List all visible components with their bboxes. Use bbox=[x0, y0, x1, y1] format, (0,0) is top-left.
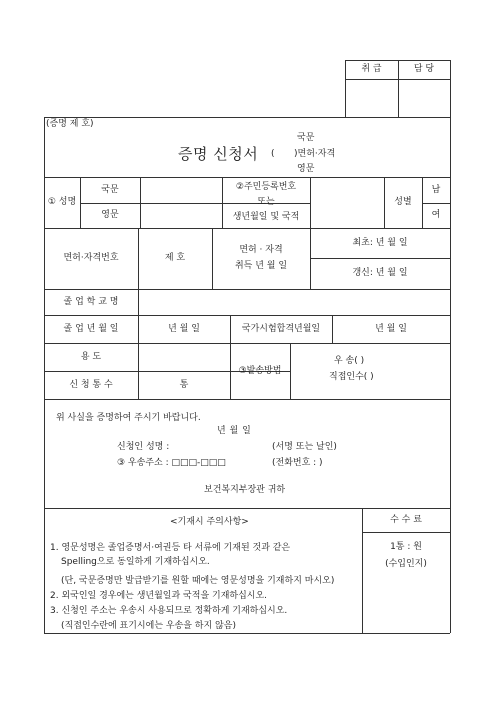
graduation-date-field[interactable]: 년 월 일 bbox=[168, 323, 200, 334]
delivery-direct-option[interactable]: 직접인수( ) bbox=[329, 372, 374, 382]
rrn-label-line2: 또는 bbox=[257, 197, 275, 207]
fee-header: 수 수 료 bbox=[390, 514, 422, 525]
name-english-label: 영문 bbox=[101, 210, 119, 220]
gender-label: 성별 bbox=[394, 197, 412, 207]
rrn-label bbox=[222, 177, 310, 228]
graduation-date-label: 졸 업 년 월 일 bbox=[63, 323, 119, 334]
approval-header-manager: 담 당 bbox=[413, 64, 435, 74]
school-name-field[interactable] bbox=[139, 290, 449, 314]
phone-number-field[interactable]: (전화번호 : ) bbox=[272, 458, 323, 468]
title-option-english[interactable]: 영문 bbox=[297, 164, 315, 174]
title-paren-open: ( bbox=[271, 149, 275, 159]
acquisition-label-line1: 면허 · 자격 bbox=[239, 245, 283, 255]
note-1-line1: 1. 영문성명은 졸업증명서·여권등 타 서류에 기재된 것과 같은 bbox=[50, 543, 291, 553]
rrn-label-line1: ②주민등록번호 bbox=[235, 182, 297, 192]
approval-manager-sign-box[interactable] bbox=[399, 80, 449, 116]
request-date-field[interactable]: 년 월 일 bbox=[217, 426, 252, 436]
title-option-korean[interactable]: 국문 bbox=[297, 133, 315, 143]
form-title: 증명 신청서 bbox=[178, 145, 259, 163]
rrn-label-line3: 생년월일 및 국적 bbox=[232, 212, 300, 222]
acquisition-label-line2: 취득 년 월 일 bbox=[234, 261, 288, 271]
license-number-field[interactable]: 제 호 bbox=[164, 253, 186, 263]
license-number-label: 면허·자격번호 bbox=[63, 253, 119, 263]
acquisition-date-label bbox=[212, 228, 310, 289]
delivery-method-label: ③발송방법 bbox=[238, 365, 282, 376]
note-2: 2. 외국인일 경우에는 생년월일과 국적을 기재하십시오. bbox=[50, 591, 268, 601]
title-paren-close-license: )면허·자격 bbox=[294, 149, 336, 159]
request-statement: 위 사실을 증명하여 주시기 바랍니다. bbox=[56, 413, 201, 423]
purpose-label: 용 도 bbox=[80, 351, 102, 362]
note-3-line2: (직접인수란에 표기시에는 우송을 하지 않음) bbox=[61, 621, 236, 631]
school-name-label: 졸 업 학 교 명 bbox=[63, 296, 119, 307]
note-3-line1: 3. 신청인 주소는 우송시 사용되므로 정확하게 기재하십시오. bbox=[50, 606, 288, 616]
recipient-line: 보건복지부장관 귀하 bbox=[204, 485, 286, 495]
fee-amount: 1통 : 원 bbox=[390, 541, 422, 552]
rrn-field[interactable] bbox=[311, 178, 381, 227]
mailing-address-label[interactable]: ③ 우송주소 : □□□-□□□ bbox=[117, 458, 226, 468]
exam-pass-date-field[interactable]: 년 월 일 bbox=[375, 323, 407, 334]
first-acquisition-field[interactable]: 최초: 년 월 일 bbox=[352, 237, 408, 248]
copies-field[interactable]: 통 bbox=[179, 379, 189, 390]
applicant-name-label: 신청인 성명 : bbox=[117, 442, 170, 452]
name-label: ① 성명 bbox=[47, 197, 77, 207]
revenue-stamp-note: (수입인지) bbox=[385, 558, 427, 569]
renewal-field[interactable]: 갱신: 년 월 일 bbox=[352, 268, 408, 278]
approval-handling-sign-box[interactable] bbox=[346, 80, 397, 116]
gender-male-option[interactable]: 남 bbox=[431, 184, 441, 195]
certificate-number: (증명 제 호) bbox=[46, 119, 94, 129]
note-1-line2: Spelling으로 동일하게 기재하십시오. bbox=[61, 557, 210, 567]
note-1-line3: (단, 국문증명만 발급받기를 원할 때에는 영문성명을 기재하지 마시오) bbox=[61, 576, 335, 586]
gender-female-option[interactable]: 여 bbox=[431, 210, 441, 220]
notes-header: <기재시 주의사항> bbox=[170, 517, 249, 527]
signature-note: (서명 또는 날인) bbox=[272, 442, 337, 452]
exam-pass-date-label: 국가시험합격년월일 bbox=[241, 323, 321, 334]
delivery-mail-option[interactable]: 우 송( ) bbox=[334, 356, 365, 366]
copies-label: 신 청 통 수 bbox=[69, 379, 113, 390]
name-korean-label: 국문 bbox=[101, 184, 119, 195]
approval-header-handling: 취 급 bbox=[361, 64, 382, 74]
purpose-field[interactable] bbox=[139, 344, 229, 370]
applicant-name-field[interactable] bbox=[188, 440, 268, 453]
